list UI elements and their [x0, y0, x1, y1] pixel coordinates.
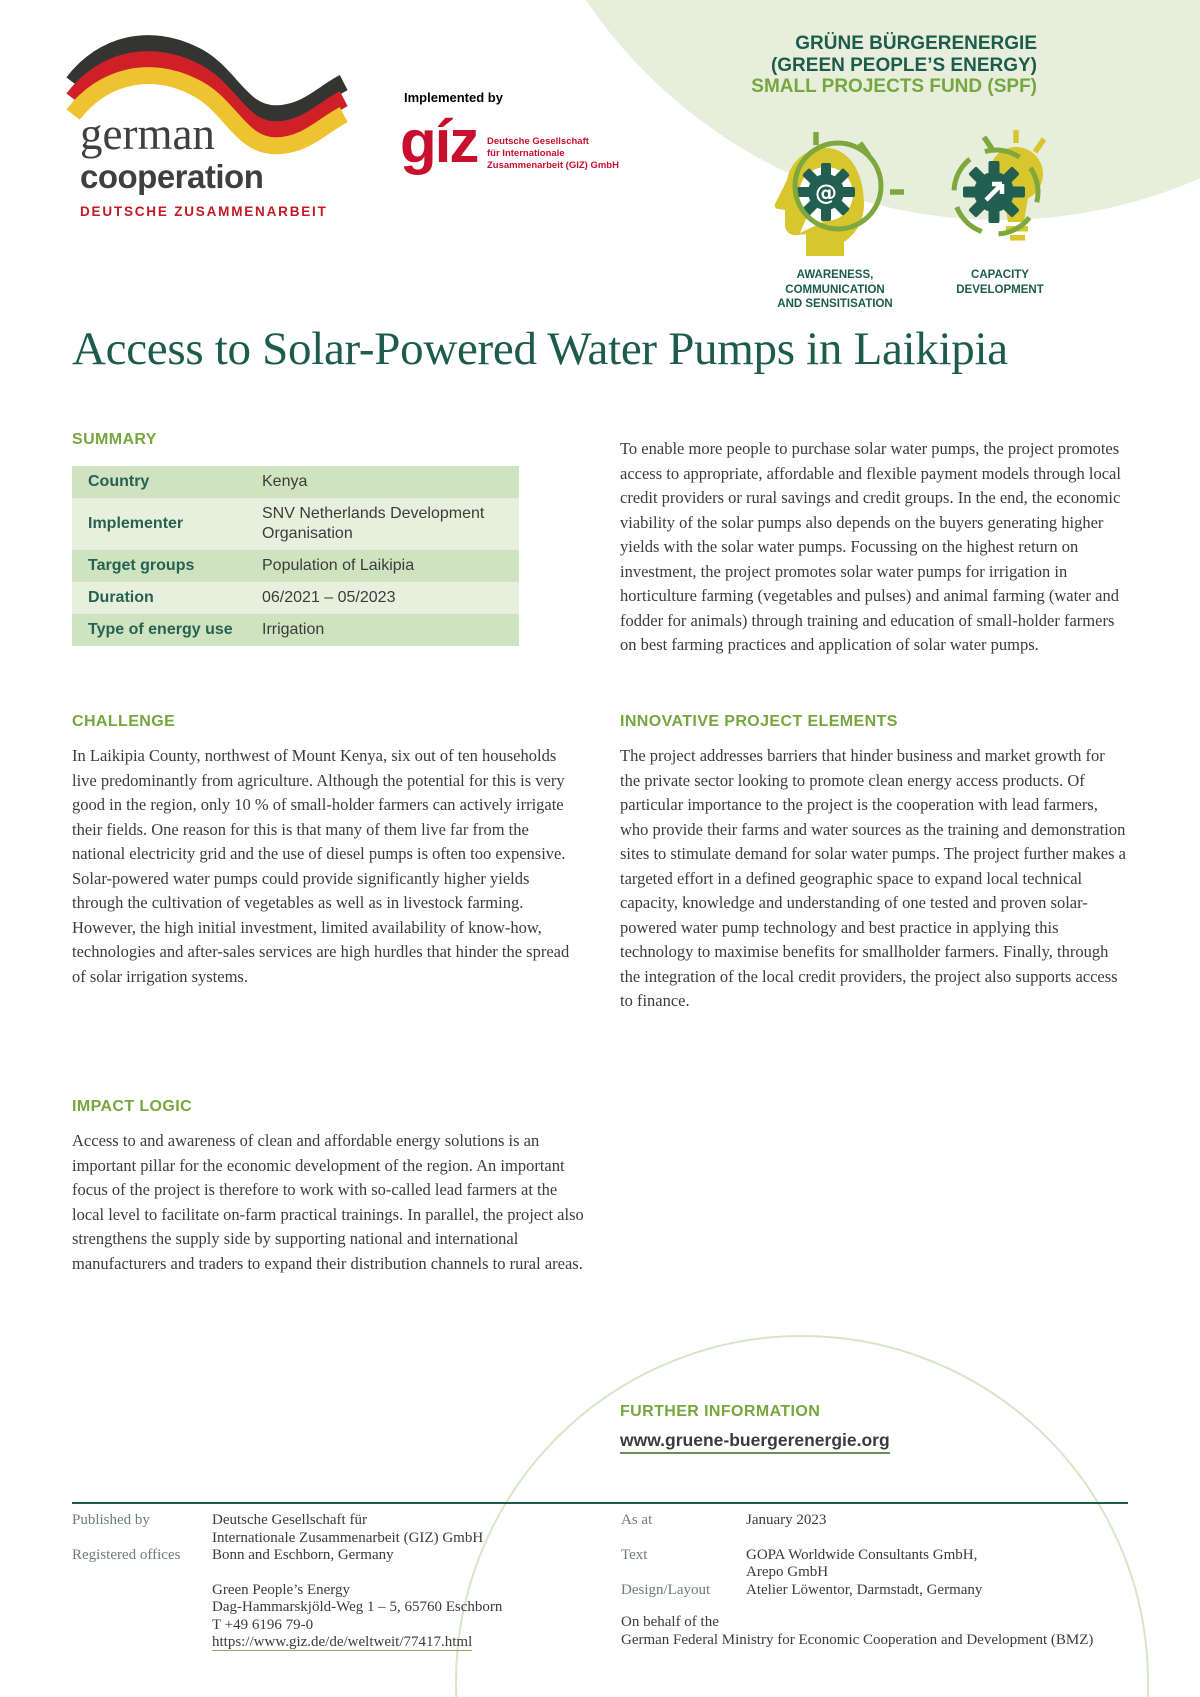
further-info-section — [620, 1402, 1128, 1454]
impact-logic-body: Access to and awareness of clean and affordable energy solutions is an important pillar for the economic development of the region. An important focus of the project is therefore to work with so-called lead farmers at the local level to facilitate on-farm practical trainings. In parallel, the project also strengthens the supply side by supporting national and international manufacturers and traders to expand their distribution channels to rural areas. — [72, 1131, 584, 1273]
further-info-heading: FURTHER INFORMATION — [620, 1403, 821, 1420]
implemented-by-label: Implemented by — [404, 90, 503, 105]
innovative-heading: INNOVATIVE PROJECT ELEMENTS — [620, 713, 898, 730]
challenge-body: In Laikipia County, northwest of Mount Kenya, six out of ten households live predominantly from agriculture. Although the potential for this is very good in the region, only 10 % of small-holder farmers can actively irrigate their fields. One reason for this is that many of them live far from the national electricity grid and the use of diesel pumps is often too expensive. Solar-powered water pumps could provide significantly higher yields through the cultivation of vegetables as well as in livestock farming. However, the high initial investment, limited availability of know-how, technologies and after-sales services are high hurdles that hinder the spread of solar irrigation systems. — [72, 746, 570, 986]
published-by-value: Deutsche Gesellschaft für Internationale Zusammenarbeit (GIZ) GmbH — [212, 1512, 484, 1546]
german-cooperation-wordmark: german — [80, 109, 215, 159]
giz-logo: gíz — [400, 108, 478, 175]
badge-capacity-label: CAPACITY DEVELOPMENT — [956, 269, 1044, 296]
table-row: Duration 06/2021 – 05/2023 — [72, 582, 519, 614]
badge-capacity — [930, 130, 1070, 297]
table-row: Implementer SNV Netherlands Development Organisation — [72, 498, 519, 550]
summary-table — [72, 466, 519, 646]
text-credit-label: Text — [621, 1546, 648, 1563]
impact-logic-heading: IMPACT LOGIC — [72, 1098, 193, 1115]
intro-section — [620, 437, 1128, 658]
summary-section — [72, 430, 584, 646]
german-cooperation-wordmark-2: cooperation — [80, 158, 264, 195]
giz-logo-description: Deutsche Gesellschaft für Internationale Zusammenarbeit (GIZ) GmbH — [487, 136, 619, 171]
further-info-link[interactable]: www.gruene-buergerenergie.org — [620, 1430, 890, 1454]
footer-divider — [72, 1502, 1128, 1504]
table-row: Target groups Population of Laikipia — [72, 550, 519, 582]
text-credit-value: GOPA Worldwide Consultants GmbH, Arepo GmbH — [746, 1546, 978, 1580]
challenge-section — [72, 712, 584, 989]
giz-project-link[interactable]: https://www.giz.de/de/weltweit/77417.html — [212, 1634, 473, 1650]
as-at-value: January 2023 — [746, 1512, 827, 1528]
table-row: Country Kenya — [72, 466, 519, 498]
registered-offices-value: Bonn and Eschborn, Germany — [212, 1547, 394, 1563]
badge-awareness-label: AWARENESS, COMMUNICATION AND SENSITISATION — [777, 269, 893, 310]
capacity-bulb-gear-icon — [930, 130, 1070, 258]
design-layout-value: Atelier Löwentor, Darmstadt, Germany — [746, 1581, 983, 1598]
published-by-label: Published by — [72, 1512, 150, 1528]
innovative-body: The project addresses barriers that hinder business and market growth for the private sector looking to promote clean energy access products. Of particular importance to the project is the cooperation with lead farmers, who provide their farms and water sources as the training and demonstration sites to stimulate demand for solar water pumps. The project further makes a targeted effort in a defined geographic space to expand local technical capacity, knowledge and understanding of one tested and proven solar-powered water pump technology and best practice in applying this technology to maximise benefits for smallholder farmers. Finally, through the integration of the local credit providers, the project also supports access to finance. — [620, 746, 1127, 1010]
awareness-head-gear-icon — [760, 130, 910, 258]
page-title: Access to Solar-Powered Water Pumps in Laikipia — [72, 323, 1008, 375]
footer-right — [621, 1512, 1128, 1649]
deutsche-zusammenarbeit-label: DEUTSCHE ZUSAMMENARBEIT — [80, 204, 328, 219]
svg-text:@: @ — [815, 181, 837, 206]
footer-left — [72, 1512, 572, 1652]
design-layout-label: Design/Layout — [621, 1581, 711, 1598]
intro-body: To enable more people to purchase solar water pumps, the project promotes access to appropriate, affordable and flexible payment models through local credit providers or rural savings and credit groups. In the end, the economic viability of the solar pumps also depends on the buyers generating higher yields with the solar water pumps. Focussing on the highest return on investment, the project promotes solar water pumps for irrigation in horticulture farming (vegetables and pulses) and animal farming (water and fodder for animals) through training and education of small-holder farmers on best farming practices and application of solar water pumps. — [620, 439, 1121, 654]
on-behalf-note: On behalf of the German Federal Ministry for Economic Cooperation and Development (BMZ) — [621, 1614, 1094, 1648]
project-address: Green People’s Energy Dag-Hammarskjöld-Weg 1 – 5, 65760 Eschborn T +49 6196 79-0 https://www.giz.de/de/weltweit/77417.html — [212, 1581, 503, 1650]
badge-awareness — [760, 130, 910, 312]
summary-heading: SUMMARY — [72, 431, 157, 448]
impact-logic-section — [72, 1097, 584, 1276]
registered-offices-label: Registered offices — [72, 1547, 181, 1563]
table-row: Type of energy use Irrigation — [72, 614, 519, 646]
programme-title: GRÜNE BÜRGERENERGIE (GREEN PEOPLE’S ENERGY) SMALL PROJECTS FUND (SPF) — [751, 33, 1037, 97]
as-at-label: As at — [621, 1512, 653, 1528]
challenge-heading: CHALLENGE — [72, 713, 176, 730]
innovative-section — [620, 712, 1128, 1014]
